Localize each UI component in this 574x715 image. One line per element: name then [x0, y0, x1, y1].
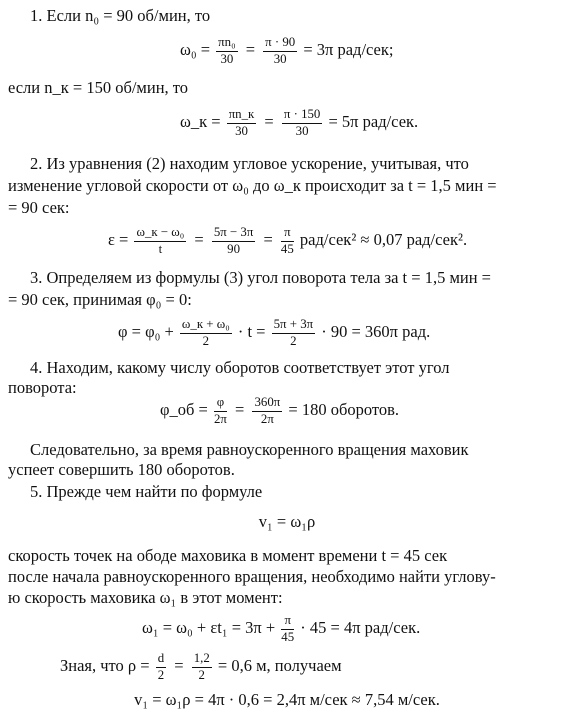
section-5-line-1: 5. Прежде чем найти по формуле: [30, 482, 263, 501]
section-2-line-2: изменение угловой скорости от ω₀ до ω_к происходит за t = 1,5 мин =: [8, 176, 497, 195]
section-4-line-4: успеет совершить 180 оборотов.: [8, 460, 235, 479]
section-4-line-3: Следовательно, за время равноускоренного вращения маховик: [30, 440, 469, 459]
formula-phi: φ = φ₀ + $\frac{\text{ω\_к + ω₀}}{2}$ · t = $\frac{5\pi + 3\pi}{2}$ · 90 = 360π рад.: [118, 317, 431, 348]
fraction: $\frac{d}{2}$: [157, 651, 165, 682]
fraction: $\frac{\pi}{45}$: [281, 613, 295, 644]
fraction: $\frac{\text{ω\_к − ω₀}}{t}$: [136, 225, 185, 256]
section-1-intro: 1. Если n₀ = 90 об/мин, то: [30, 6, 211, 25]
fraction: $\frac{\text{ω\_к + ω₀}}{2}$: [181, 317, 230, 348]
section-3-line-1: 3. Определяем из формулы (3) угол поворота тела за t = 1,5 мин =: [30, 268, 491, 287]
section-5-line-3: после начала равноускоренного вращения, необходимо найти углову-: [8, 567, 496, 586]
formula-v1: v₁ = ω₁ρ: [258, 512, 316, 531]
fraction: $\frac{5\pi + 3\pi}{2}$: [273, 317, 314, 348]
fraction: $\frac{360\pi}{2\pi}$: [254, 395, 281, 426]
formula-omega1: ω₁ = ω₀ + εt₁ = 3π + $\frac{\pi}{45}$ · 45 = 4π рад/сек.: [142, 613, 421, 644]
section-2-line-3: = 90 сек:: [8, 198, 70, 217]
fraction: $\frac{\text{πn₀}}{30}$: [218, 35, 236, 66]
fraction: $\frac{1,2}{2}$: [193, 651, 210, 682]
fraction: $\frac{\pi \cdot 90}{30}$: [265, 35, 296, 66]
section-5-line-2: скорость точек на ободе маховика в момент времени t = 45 сек: [8, 546, 448, 565]
formula-epsilon: ε = $\frac{\text{ω\_к − ω₀}}{t}$ = $\frac{5\pi - 3\pi}{90}$ = $\frac{\pi}{45}$ рад/сек² ≈ 0,07 рад/сек².: [108, 225, 468, 256]
section-4-line-1: 4. Находим, какому числу оборотов соответствует этот угол: [30, 358, 450, 377]
formula-lhs: ω₀ =: [180, 40, 211, 59]
formula-rhs: = 3π рад/сек;: [303, 40, 394, 59]
section-2-line-1: 2. Из уравнения (2) находим угловое ускорение, учитывая, что: [30, 154, 469, 173]
section-3-line-2: = 90 сек, принимая φ₀ = 0:: [8, 290, 192, 309]
fraction: $\frac{\pi n\_к}{30}$: [228, 107, 255, 138]
section-5-line-5: Зная, что ρ = $\frac{d}{2}$ = $\frac{1,2}{2}$ = 0,6 м, получаем: [60, 651, 342, 682]
section-1-if: если n_к = 150 об/мин, то: [8, 78, 189, 97]
fraction: $\frac{\pi \cdot 150}{30}$: [283, 107, 321, 138]
fraction: $\frac{\pi}{45}$: [280, 225, 294, 256]
formula-phi-ob: φ_об = $\frac{\varphi}{2\pi}$ = $\frac{360\pi}{2\pi}$ = 180 оборотов.: [160, 395, 400, 426]
section-5-line-4: ю скорость маховика ω₁ в этот момент:: [8, 588, 283, 607]
formula-omegak: ω_к = $\frac{\pi n\_к}{30}$ = $\frac{\pi \cdot 150}{30}$ = 5π рад/сек.: [180, 107, 419, 138]
formula-omega0: ω₀ = $\frac{\text{πn₀}}{30}$ = $\frac{\pi \cdot 90}{30}$ = 3π рад/сек;: [180, 35, 394, 66]
formula-v1-result: v₁ = ω₁ρ = 4π · 0,6 = 2,4π м/сек ≈ 7,54 м/сек.: [134, 690, 440, 709]
fraction: $\frac{5\pi - 3\pi}{90}$: [213, 225, 254, 256]
section-4-line-2: поворота:: [8, 378, 77, 397]
fraction: $\frac{\varphi}{2\pi}$: [213, 395, 227, 426]
